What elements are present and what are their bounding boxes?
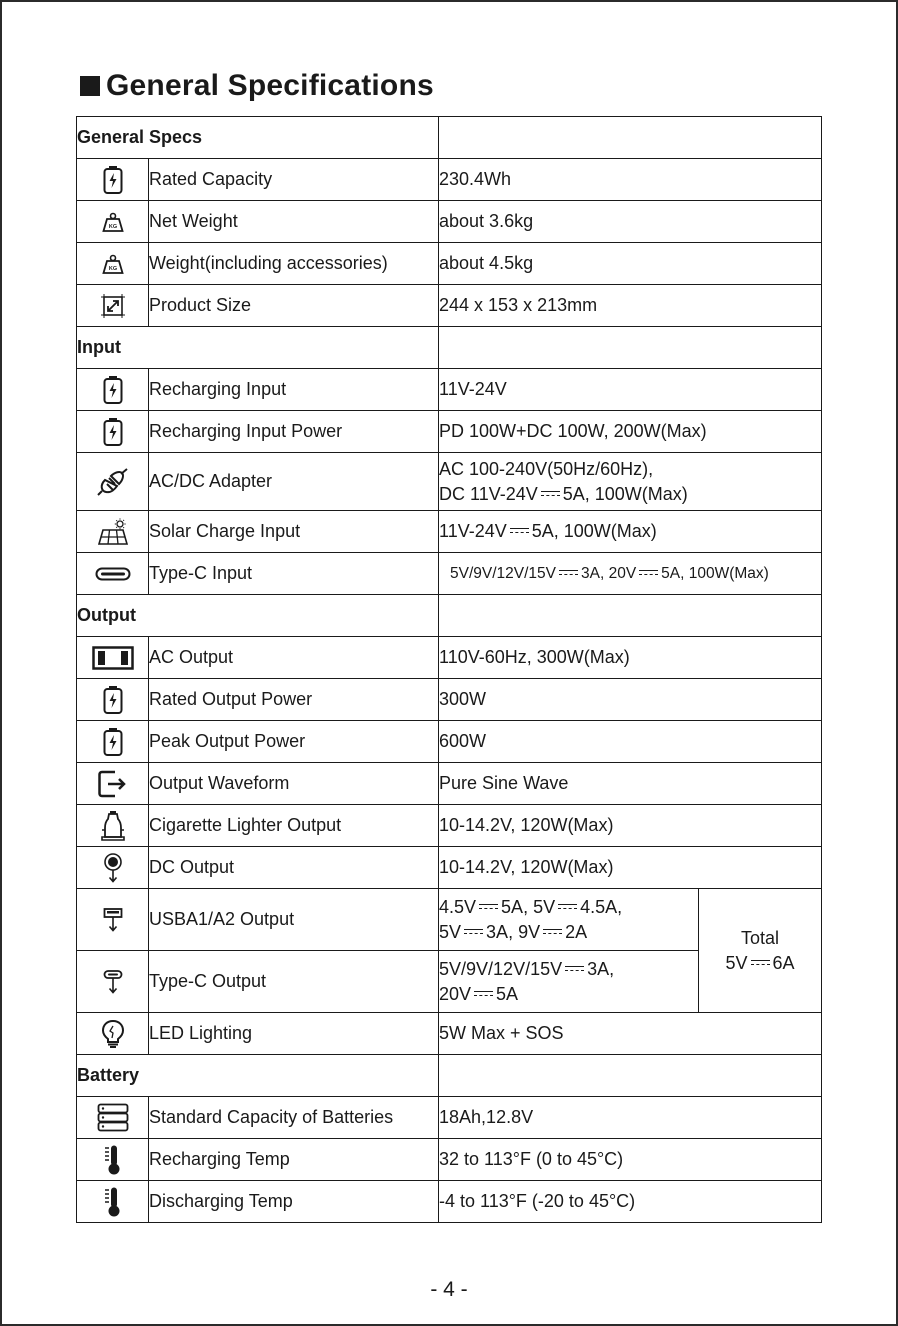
value-part: 6A: [772, 952, 795, 973]
value-part: 5V/9V/12V/15V: [439, 958, 563, 979]
spec-value: 244 x 153 x 213mm: [439, 285, 822, 327]
spec-label: Product Size: [149, 285, 439, 327]
spec-label: Recharging Input: [149, 369, 439, 411]
spec-label: Solar Charge Input: [149, 511, 439, 553]
value-line: [439, 982, 698, 1007]
value-part: 3A, 20V: [581, 565, 637, 582]
value-part: 5V/9V/12V/15V: [450, 565, 557, 582]
section-row-output: [77, 595, 822, 637]
usb-c-port-icon: [77, 553, 149, 595]
spec-label: Cigarette Lighter Output: [149, 805, 439, 847]
spec-value: -4 to 113°F (-20 to 45°C): [439, 1181, 822, 1223]
dc-symbol-icon: [464, 928, 483, 936]
usb-total-cell: [699, 889, 822, 1013]
weight-icon: [77, 201, 149, 243]
table-row: [77, 1097, 822, 1139]
battery-icon: [77, 721, 149, 763]
value-part: DC 11V-24V: [439, 483, 538, 504]
table-row: [77, 201, 822, 243]
dc-symbol-icon: [565, 965, 584, 973]
spec-label: Type-C Input: [149, 553, 439, 595]
spec-label: Recharging Temp: [149, 1139, 439, 1181]
spec-label: Rated Capacity: [149, 159, 439, 201]
car-socket-icon: [77, 805, 149, 847]
section-row-battery: [77, 1055, 822, 1097]
value-part: 5A: [496, 983, 519, 1004]
light-bulb-icon: [77, 1013, 149, 1055]
spec-value: PD 100W+DC 100W, 200W(Max): [439, 411, 822, 453]
table-row: [77, 1013, 822, 1055]
spec-label: AC/DC Adapter: [149, 453, 439, 511]
spec-value: [439, 889, 699, 951]
table-row: [77, 721, 822, 763]
spec-value: [439, 511, 822, 553]
value-part: 4.5V: [439, 896, 477, 917]
section-title: Input: [77, 327, 439, 369]
value-part: 20V: [439, 983, 472, 1004]
spec-value: 110V-60Hz, 300W(Max): [439, 637, 822, 679]
total-label: Total: [741, 927, 780, 948]
table-row: [77, 511, 822, 553]
spec-value: [439, 453, 822, 511]
table-row: [77, 553, 822, 595]
section-row-input: [77, 327, 822, 369]
ac-outlet-icon: [77, 637, 149, 679]
table-row: [77, 847, 822, 889]
spec-label: LED Lighting: [149, 1013, 439, 1055]
table-row: [77, 369, 822, 411]
value-part: 5V: [439, 921, 462, 942]
spec-value: about 3.6kg: [439, 201, 822, 243]
spec-value: 10-14.2V, 120W(Max): [439, 805, 822, 847]
value-line: [439, 957, 698, 982]
dc-symbol-icon: [479, 903, 498, 911]
value-part: 5A, 100W(Max): [562, 483, 688, 504]
solar-panel-icon: [77, 511, 149, 553]
value-line: [439, 920, 698, 945]
spec-value: [439, 553, 822, 595]
value-part: 5A, 100W(Max): [531, 521, 657, 541]
spec-value: 300W: [439, 679, 822, 721]
battery-icon: [77, 159, 149, 201]
spec-value: 5W Max + SOS: [439, 1013, 822, 1055]
dc-symbol-icon: [559, 569, 578, 577]
usb-a-icon: [77, 889, 149, 951]
spec-label: Type-C Output: [149, 951, 439, 1013]
section-title: Output: [77, 595, 439, 637]
spec-value: 11V-24V: [439, 369, 822, 411]
battery-stack-icon: [77, 1097, 149, 1139]
spec-label: Standard Capacity of Batteries: [149, 1097, 439, 1139]
table-row: [77, 763, 822, 805]
spec-label: Recharging Input Power: [149, 411, 439, 453]
table-row: [77, 453, 822, 511]
total-value: [699, 951, 821, 976]
thermometer-icon: [77, 1139, 149, 1181]
spec-value: 10-14.2V, 120W(Max): [439, 847, 822, 889]
dc-symbol-icon: [639, 569, 658, 577]
weight-icon: [77, 243, 149, 285]
spec-value: 600W: [439, 721, 822, 763]
spec-label: Weight(including accessories): [149, 243, 439, 285]
value-part: 3A,: [587, 958, 615, 979]
page-number: - 4 -: [430, 1278, 468, 1301]
spec-label: Rated Output Power: [149, 679, 439, 721]
dc-symbol-icon: [558, 903, 577, 911]
spec-label: Output Waveform: [149, 763, 439, 805]
page-heading: [80, 68, 434, 104]
table-row: [77, 679, 822, 721]
spec-value: [439, 951, 699, 1013]
page-title: General Specifications: [106, 69, 434, 102]
spec-label: Net Weight: [149, 201, 439, 243]
svg-text:KG: KG: [108, 223, 117, 230]
value-line: [439, 895, 698, 920]
plug-icon: [77, 453, 149, 511]
value-part: 3A, 9V: [486, 921, 541, 942]
value-line: AC 100-240V(50Hz/60Hz),: [439, 458, 654, 479]
table-row: [77, 637, 822, 679]
spec-value: Pure Sine Wave: [439, 763, 822, 805]
value-part: 5A, 100W(Max): [661, 565, 769, 582]
dc-output-icon: [77, 847, 149, 889]
battery-icon: [77, 679, 149, 721]
dc-symbol-icon: [474, 990, 493, 998]
value-part: 5V: [725, 952, 748, 973]
svg-text:KG: KG: [108, 265, 117, 272]
table-row: [77, 805, 822, 847]
table-row: [77, 159, 822, 201]
section-title: Battery: [77, 1055, 439, 1097]
section-row-general: [77, 117, 822, 159]
output-arrow-icon: [77, 763, 149, 805]
heading-square-icon: [80, 76, 100, 96]
section-title: General Specs: [77, 117, 439, 159]
value-line: [439, 482, 821, 507]
spec-value: about 4.5kg: [439, 243, 822, 285]
spec-label: AC Output: [149, 637, 439, 679]
battery-icon: [77, 411, 149, 453]
spec-label: USBA1/A2 Output: [149, 889, 439, 951]
table-row: [77, 1181, 822, 1223]
spec-value: 18Ah,12.8V: [439, 1097, 822, 1139]
value-part: 2A: [565, 921, 588, 942]
table-row: [77, 1139, 822, 1181]
spec-label: Peak Output Power: [149, 721, 439, 763]
spec-value: 230.4Wh: [439, 159, 822, 201]
table-row: [77, 243, 822, 285]
value-part: 4.5A,: [580, 896, 623, 917]
dc-symbol-icon: [510, 527, 529, 535]
table-row: [77, 889, 822, 951]
battery-icon: [77, 369, 149, 411]
spec-label: Discharging Temp: [149, 1181, 439, 1223]
value-part: 11V-24V: [439, 521, 507, 541]
table-row: [77, 411, 822, 453]
value-part: 5A, 5V: [501, 896, 556, 917]
dc-symbol-icon: [541, 490, 560, 498]
usb-c-icon: [77, 951, 149, 1013]
dimensions-icon: [77, 285, 149, 327]
thermometer-icon: [77, 1181, 149, 1223]
table-row: [77, 285, 822, 327]
spec-table: [76, 116, 822, 1223]
spec-label: DC Output: [149, 847, 439, 889]
dc-symbol-icon: [751, 959, 770, 967]
dc-symbol-icon: [543, 928, 562, 936]
spec-value: 32 to 113°F (0 to 45°C): [439, 1139, 822, 1181]
